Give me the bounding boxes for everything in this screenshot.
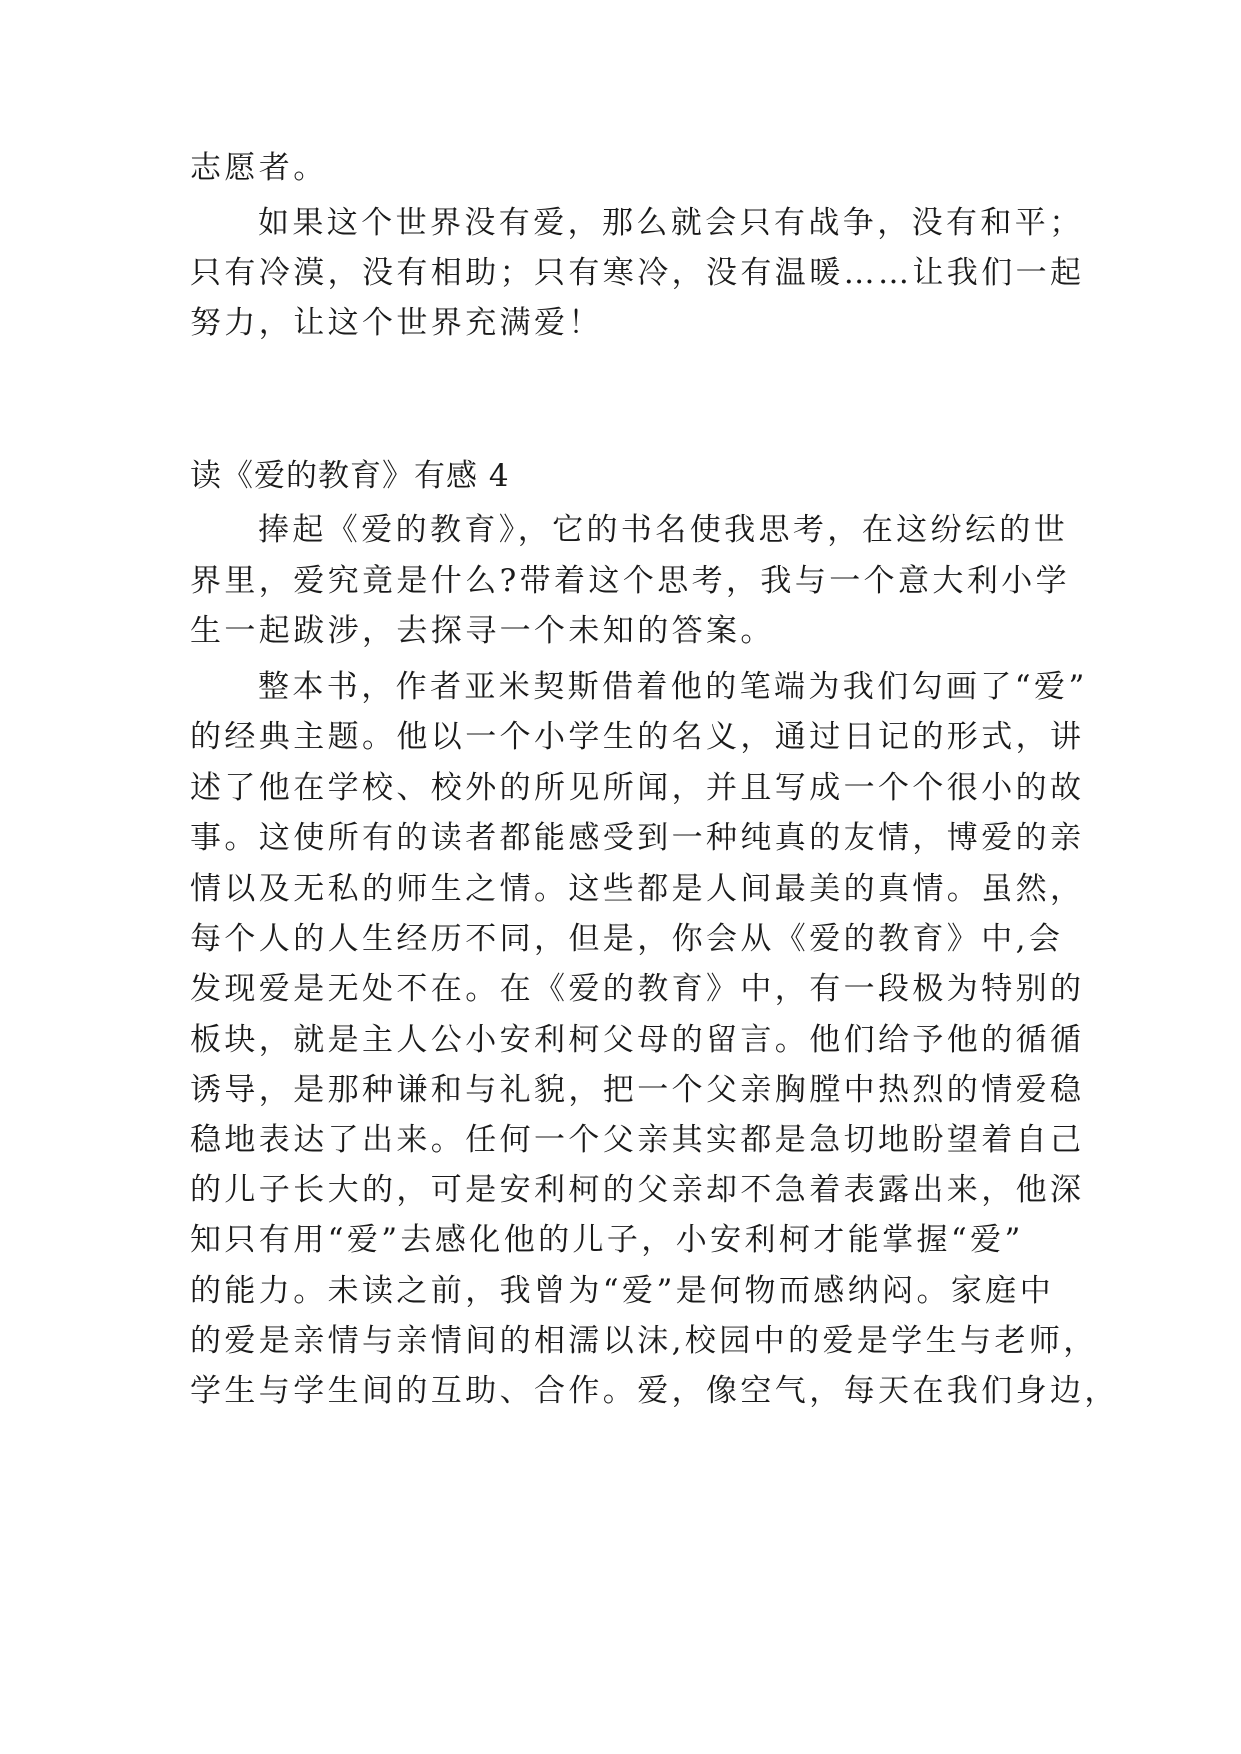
- paragraph-first-line: 捧起《爱的教育》，它的书名使我思考，在这纷纭的世: [258, 512, 1069, 548]
- text-line: 学生与学生间的互助、合作。爱，像空气，每天在我们身边，: [190, 1373, 1119, 1409]
- text-line: 事。这使所有的读者都能感受到一种纯真的友情，博爱的亲: [190, 820, 1085, 856]
- paragraph-first-line: 整本书，作者亚米契斯借着他的笔端为我们勾画了“爱”: [258, 669, 1088, 705]
- text-line: 诱导，是那种谦和与礼貌，把一个父亲胸膛中热烈的情爱稳: [190, 1072, 1085, 1108]
- text-line: 稳地表达了出来。任何一个父亲其实都是急切地盼望着自己: [190, 1122, 1085, 1158]
- text-line: 界里，爱究竟是什么?带着这个思考，我与一个意大利小学: [190, 563, 1071, 599]
- paragraph-first-line: 如果这个世界没有爱，那么就会只有战争，没有和平；: [258, 205, 1084, 241]
- text-line: 板块，就是主人公小安利柯父母的留言。他们给予他的循循: [190, 1022, 1085, 1058]
- section-heading: 读《爱的教育》有感 4: [190, 458, 510, 494]
- text-line: 生一起跋涉，去探寻一个未知的答案。: [190, 613, 775, 649]
- text-line: 情以及无私的师生之情。这些都是人间最美的真情。虽然，: [190, 871, 1085, 907]
- text-line: 的经典主题。他以一个小学生的名义，通过日记的形式，讲: [190, 719, 1085, 755]
- text-line: 努力，让这个世界充满爱！: [190, 305, 603, 341]
- text-line: 的儿子长大的，可是安利柯的父亲却不急着表露出来，他深: [190, 1172, 1085, 1208]
- text-line: 述了他在学校、校外的所见所闻，并且写成一个个很小的故: [190, 770, 1085, 806]
- text-line: 的爱是亲情与亲情间的相濡以沫,校园中的爱是学生与老师，: [190, 1323, 1098, 1359]
- text-line: 的能力。未读之前，我曾为“爱”是何物而感纳闷。家庭中: [190, 1273, 1055, 1309]
- text-line: 发现爱是无处不在。在《爱的教育》中，有一段极为特别的: [190, 971, 1085, 1007]
- text-line: 知只有用“爱”去感化他的儿子，小安利柯才能掌握“爱”: [190, 1222, 1024, 1258]
- text-line: 只有冷漠，没有相助；只有寒冷，没有温暖……让我们一起: [190, 255, 1085, 291]
- text-line: 每个人的人生经历不同，但是，你会从《爱的教育》中,会: [190, 921, 1064, 957]
- text-line: 志愿者。: [190, 150, 328, 186]
